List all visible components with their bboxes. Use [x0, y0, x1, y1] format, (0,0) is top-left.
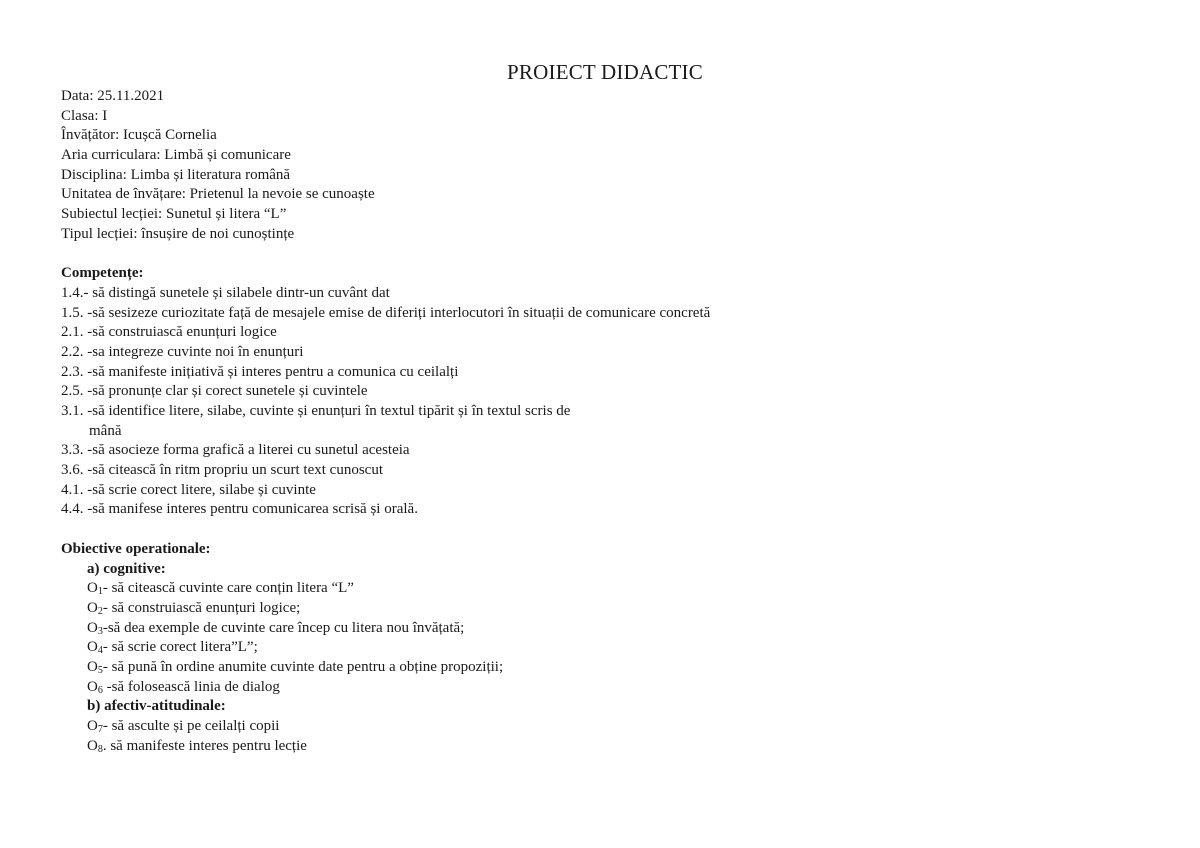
competence-item: 2.3. -să manifeste inițiativă și interes pentru a comunica cu ceilalți [61, 363, 459, 380]
objective-item [61, 717, 1161, 737]
objective-item [61, 619, 1161, 639]
competence-item: 4.4. -să manifese interes pentru comunicarea scrisă și orală. [61, 501, 418, 518]
objective-text: - să pună în ordine anumite cuvinte date pentru a obține propoziții; [102, 658, 504, 675]
objective-text: -să folosească linia de dialog [102, 678, 280, 695]
objective-code: O [87, 580, 98, 597]
objective-index: 8 [97, 743, 103, 755]
objective-text: . să manifeste interes pentru lecție [102, 737, 307, 754]
objective-code: O [87, 619, 98, 636]
objective-code: O [87, 639, 98, 656]
objective-index: 6 [97, 684, 103, 696]
objective-text: - să construiască enunțuri logice; [102, 599, 301, 616]
objective-index: 3 [97, 625, 103, 637]
objective-code: O [87, 718, 98, 734]
objective-index: 4 [97, 645, 103, 657]
objective-code: O [87, 599, 98, 616]
objectives-heading: Obiective operationale: [61, 540, 211, 557]
competence-item: 3.3. -să asocieze forma grafică a literei cu sunetul acesteia [61, 442, 410, 459]
document-title: PROIECT DIDACTIC [507, 60, 703, 84]
objective-index: 2 [97, 605, 103, 617]
objective-item [61, 658, 1161, 678]
discipline-line: Disciplina: Limba și literatura română [61, 166, 291, 183]
objective-index: 5 [97, 664, 103, 676]
competence-item: 4.1. -să scrie corect litere, silabe și cuvinte [61, 481, 316, 498]
competence-item: 2.2. -sa integreze cuvinte noi în enunțuri [61, 343, 304, 360]
cognitive-heading: a) cognitive: [87, 560, 166, 577]
competence-item: 3.6. -să citească în ritm propriu un scurt text cunoscut [61, 462, 383, 479]
spacer [61, 520, 1161, 540]
objective-code: O [87, 658, 98, 675]
objective-item [61, 638, 1161, 658]
objective-text: - să scrie corect litera”L”; [102, 639, 258, 656]
objective-text: - să citească cuvinte care conțin litera “L” [102, 580, 354, 597]
date-line: Data: 25.11.2021 [61, 88, 165, 104]
class-line: Clasa: I [61, 107, 108, 124]
objective-item [61, 737, 1161, 757]
subject-line: Subiectul lecției: Sunetul și litera “L” [61, 206, 287, 223]
objective-text: - să asculte și pe ceilalți copii [102, 718, 280, 734]
affective-heading: b) afectiv-atitudinale: [87, 698, 226, 715]
competence-item: 1.4.- să distingă sunetele și silabele dintr-un cuvânt dat [61, 284, 390, 301]
objective-code: O [87, 737, 98, 754]
objective-item [61, 678, 1161, 698]
competence-item: 3.1. -să identifice litere, silabe, cuvinte și enunțuri în textul tipărit și în textul scris de [61, 403, 571, 419]
competence-item: 1.5. -să sesizeze curiozitate față de mesajele emise de diferiți interlocutori în situații de comunicare concretă [61, 304, 711, 321]
objective-index: 1 [97, 586, 103, 598]
competence-item: 2.5. -să pronunțe clar și corect sunetele și cuvintele [61, 383, 368, 400]
objective-item [61, 579, 1161, 599]
objective-text: -să dea exemple de cuvinte care încep cu litera nou învățată; [102, 619, 465, 636]
curricular-area-line: Aria curriculara: Limbă și comunicare [61, 147, 291, 164]
unit-line: Unitatea de învățare: Prietenul la nevoie se cunoaște [61, 186, 375, 203]
competence-item-continuation: mână [89, 422, 122, 439]
objective-code: O [87, 678, 98, 695]
lesson-type-line: Tipul lecției: însușire de noi cunoștințe [61, 225, 295, 242]
competences-heading: Competențe: [61, 265, 144, 282]
spacer [61, 245, 1161, 265]
competence-item: 2.1. -să construiască enunțuri logice [61, 324, 277, 341]
teacher-line: Învățător: Icușcă Cornelia [61, 127, 217, 144]
objective-item [61, 599, 1161, 619]
document-body [61, 87, 1161, 756]
objective-index: 7 [97, 724, 103, 735]
